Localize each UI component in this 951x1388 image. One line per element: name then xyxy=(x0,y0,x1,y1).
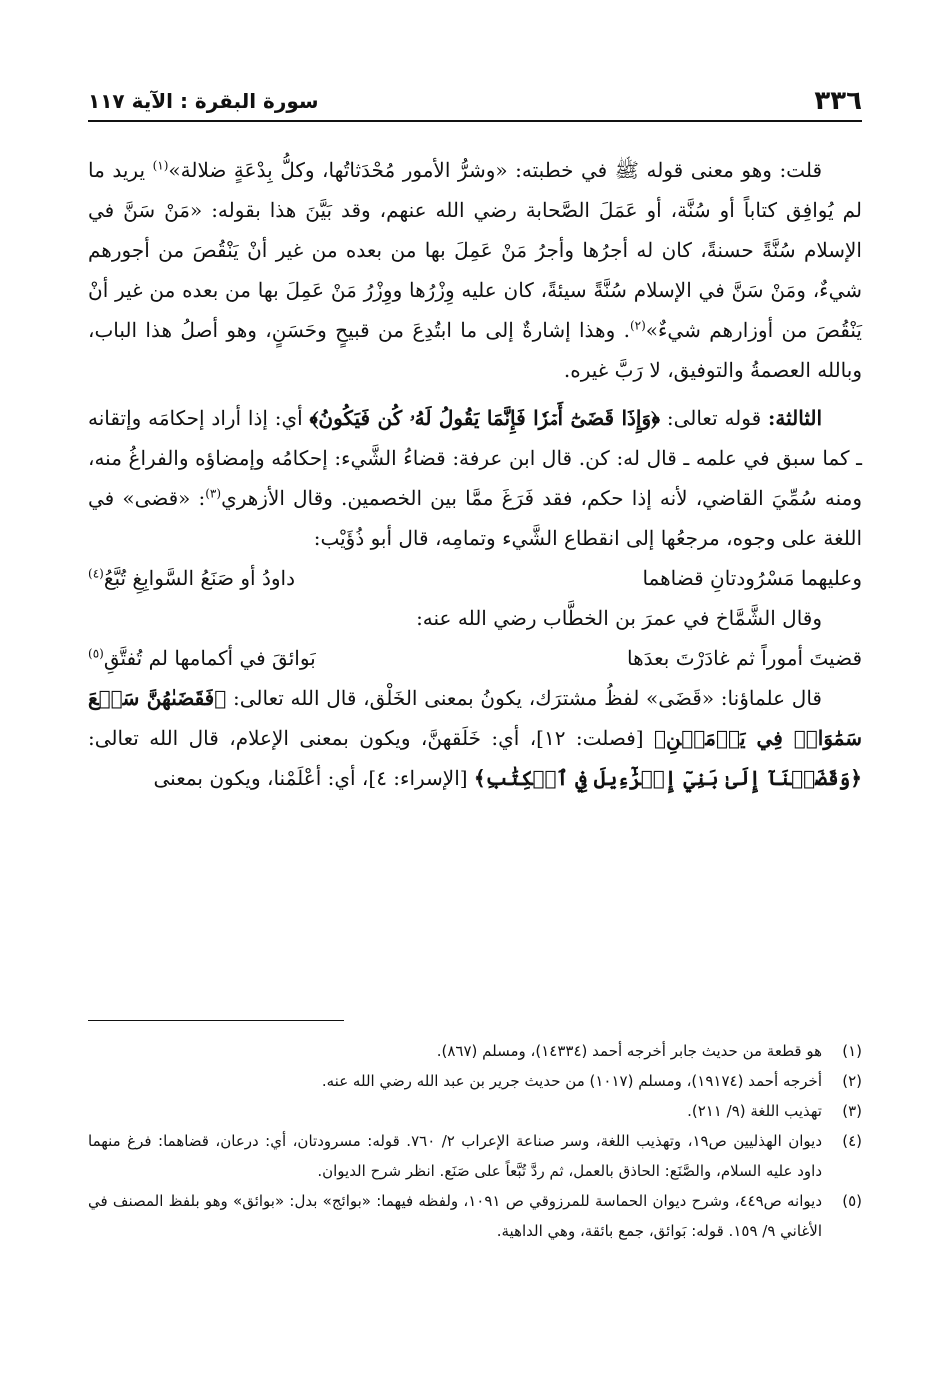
footnote-text: ديوانه ص٤٤٩، وشرح ديوان الحماسة للمرزوقي ص ١٠٩١، ولفظه فيهما: «بوائج» بدل: «بوائق» وهو بلفظ المصنف في الأغاني ٩/ ١٥٩. قوله: بَوائق، جمع بائقة، وهي الداهية. xyxy=(88,1192,823,1240)
verse-text: داودُ أو صَنَعُ السَّوابِغِ تُبَّعُ xyxy=(103,566,295,590)
paragraph-text: : «قضى» في اللغة على وجوه، مرجعُها إلى انقطاع الشَّيء وتمامِه، قال أبو ذُؤَيْب: xyxy=(88,486,862,550)
footnotes xyxy=(88,1036,862,1246)
paragraph-text: [الإسراء: ٤]، أي: أعْلَمْنا، ويكون بمعنى xyxy=(153,766,474,790)
quran-verse: ﴿وَإِذَا قَضَىٰٓ أَمۡرٗا فَإِنَّمَا يَقُولُ لَهُۥ كُن فَيَكُونُ﴾ xyxy=(309,406,661,430)
footnote-ref: (٣) xyxy=(205,486,222,501)
verse-text: بَوائقَ في أكمامها لم تُفتَّقِ xyxy=(103,646,316,670)
verse-hemistich xyxy=(88,558,295,598)
footnote xyxy=(88,1126,862,1186)
quran-verse: ﴿فَقَضَىٰهُنَّ سَبۡعَ سَمَٰوَاتٖ فِي يَوۡمَيۡنِ﴾ xyxy=(88,686,862,750)
page-number: ٣٣٦ xyxy=(814,86,862,116)
footnote xyxy=(88,1096,862,1126)
quran-verse: ﴿وَقَضَيۡنَآ إِلَىٰ بَنِيٓ إِسۡرَٰٓءِيلَ فِي ٱلۡكِتَٰبِ﴾ xyxy=(473,766,862,790)
paragraph-text: يريد ما لم يُوافِق كتاباً أو سُنَّة، أو عَمَلَ الصَّحابة رضي الله عنهم، وقد بَيَّنَ هذا بقوله: «مَنْ سَنَّ في الإسلام سُنَّةً حسنةً، كان له أجرُها وأجرُ مَنْ عَمِلَ بها من بعده من غير أنْ يَنْقُصَ من أجورهم شيءٌ، ومَنْ سَنَّ في الإسلام سُنَّةً سيئةً، كان عليه وِزْرُها ووِزْرُ مَنْ عَمِلَ بها من بعده من غير أنْ يَنْقُصَ من أوزارهم شيءٌ» xyxy=(88,158,862,342)
running-title: سورة البقرة : الآية ١١٧ xyxy=(88,89,319,113)
footnote-divider xyxy=(88,1020,344,1021)
footnote-ref: (٥) xyxy=(88,646,104,661)
footnote xyxy=(88,1036,862,1066)
page-header xyxy=(88,82,862,122)
footnote-number: (٢) xyxy=(842,1072,862,1090)
footnote-ref: (٤) xyxy=(88,566,104,581)
paragraph-text: قلت: وهو معنى قوله ﷺ في خطبته: «وشرُّ الأمور مُحْدَثاتُها، وكلُّ بِدْعَةٍ ضلالة» xyxy=(168,158,823,182)
footnote xyxy=(88,1186,862,1246)
paragraph-4 xyxy=(88,678,862,798)
footnote-text: تهذيب اللغة (٩/ ٢١١). xyxy=(687,1102,822,1120)
section-lead: الثالثة: xyxy=(767,406,822,430)
verse-hemistich: قضيتَ أموراً ثم غادَرْتَ بعدَها xyxy=(627,646,862,670)
footnote-number: (٤) xyxy=(842,1132,862,1150)
poem-verse-2 xyxy=(88,638,862,678)
verse-hemistich xyxy=(88,638,316,678)
footnote-text: أخرجه أحمد (١٩١٧٤)، ومسلم (١٠١٧) من حديث جرير بن عبد الله رضي الله عنه. xyxy=(321,1072,822,1090)
footnote-number: (١) xyxy=(842,1042,862,1060)
verse-hemistich: وعليهما مَسْرُودتانِ قضاهما xyxy=(642,566,862,590)
footnote xyxy=(88,1066,862,1096)
paragraph-2 xyxy=(88,398,862,558)
footnote-text: ديوان الهذليين ص١٩، وتهذيب اللغة، وسر صناعة الإعراب ٢/ ٧٦٠. قوله: مسرودتان، أي: درعان، قضاهما: فرغ منهما داود عليه السلام، والصَّنَع: الحاذق بالعمل، ثم ردَّ تُبَّعاً على صَنَع. انظر شرح الديوان. xyxy=(88,1132,823,1180)
paragraph-1 xyxy=(88,150,862,390)
paragraph-text: . وهذا إشارةٌ إلى ما ابتُدِعَ من قبيحٍ وحَسَنٍ، وهو أصلُ هذا الباب، وبالله العصمةُ والتوفيق، لا رَبَّ غيره. xyxy=(88,318,862,382)
paragraph-text: أي: إذا أراد إحكامَه وإتقانه ـ كما سبق في علمه ـ قال له: كن. قال ابن عرفة: قضاءُ الشَّيء: إحكامُه وإمضاؤه والفراغُ منه، ومنه سُمِّيَ القاضي، لأنه إذا حكم، فقد فَرَغَ ممَّا بين الخصمين. وقال الأزهري xyxy=(88,406,863,510)
paragraph-text: [فصلت: ١٢]، أي: خَلَقهنَّ، ويكون بمعنى الإعلام، قال الله تعالى: xyxy=(88,726,654,750)
footnote-number: (٥) xyxy=(842,1192,862,1210)
footnote-ref: (١) xyxy=(152,158,169,173)
paragraph-text: قال علماؤنا: «قَضَى» لفظُ مشترَك، يكونُ بمعنى الخَلْق، قال الله تعالى: xyxy=(226,686,822,710)
footnote-text: هو قطعة من حديث جابر أخرجه أحمد (١٤٣٣٤)، ومسلم (٨٦٧). xyxy=(436,1042,822,1060)
footnote-ref: (٢) xyxy=(629,318,646,333)
book-page xyxy=(88,82,863,1240)
footnote-number: (٣) xyxy=(842,1102,862,1120)
paragraph-3: وقال الشَّمَّاخ في عمرَ بن الخطَّاب رضي الله عنه: xyxy=(416,606,822,630)
main-text xyxy=(88,150,862,798)
poem-verse-1 xyxy=(88,558,862,598)
paragraph-text: قوله تعالى: xyxy=(660,406,768,430)
